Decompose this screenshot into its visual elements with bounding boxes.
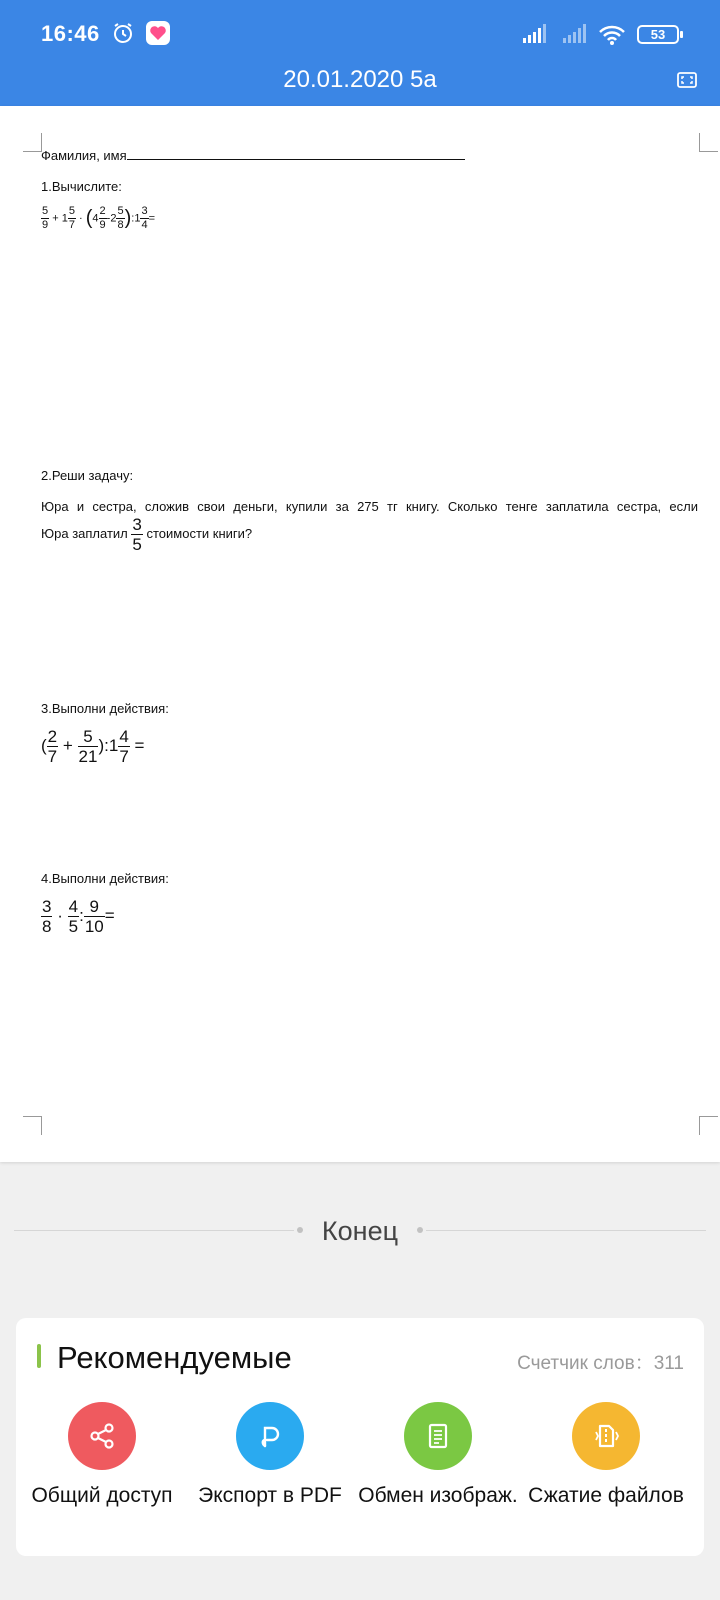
signal-icon <box>522 22 550 44</box>
end-label: Конец <box>321 1216 399 1246</box>
status-bar <box>0 0 720 64</box>
action-label: Экспорт в PDF <box>198 1484 342 1507</box>
divider-dot <box>417 1227 423 1233</box>
action-label: Сжатие файлов <box>528 1484 684 1507</box>
share-icon <box>68 1402 136 1470</box>
app-header <box>0 0 720 106</box>
end-of-document-separator <box>0 1210 720 1250</box>
alarm-icon <box>112 22 134 44</box>
fraction: $\frac{4}{7}$ <box>119 727 129 766</box>
fraction: $\frac{5}{9}$ <box>42 205 49 231</box>
q2-text-line2: Юра заплатил $\frac{3}{5}$ стоимости книги? <box>41 515 253 554</box>
fraction: $\frac{5}{8}$ <box>117 205 124 231</box>
fraction: $\frac{4}{5}$ <box>68 897 79 936</box>
wifi-icon <box>598 24 626 46</box>
q1-heading: 1.Вычислите: <box>41 179 122 194</box>
image-exchange-icon <box>404 1402 472 1470</box>
q3-heading: 3.Выполни действия: <box>41 701 169 716</box>
name-label: Фамилия, имя <box>41 148 127 163</box>
fraction: $\frac{5}{21}$ <box>78 727 98 766</box>
action-label: Общий доступ <box>31 1484 173 1507</box>
compress-files-button[interactable] <box>520 1402 692 1508</box>
fraction: $\frac{5}{7}$ <box>68 205 75 231</box>
q1-expression: $\frac{5}{9}$ + 1 $\frac{5}{7}$ · (4 $\frac{2}{9}$ -2 $\frac{5}{8}$ ):1 $\frac{3}{4}$ = <box>42 205 155 231</box>
fraction: $\frac{3}{5}$ <box>132 515 142 554</box>
recommended-title: Рекомендуемые <box>57 1340 292 1375</box>
page-corner-mark <box>23 1116 42 1135</box>
export-pdf-button[interactable] <box>184 1402 356 1508</box>
action-label: Обмен изображ. <box>358 1484 518 1507</box>
q2-heading: 2.Реши задачу: <box>41 468 134 483</box>
divider <box>426 1230 706 1231</box>
q3-expression: ( $\frac{2}{7}$ + $\frac{5}{21}$ ):1 $\frac{4}{7}$ = <box>41 727 145 766</box>
fraction: $\frac{2}{9}$ <box>99 205 106 231</box>
fullscreen-icon[interactable] <box>677 72 697 88</box>
battery-indicator: 53 <box>637 25 679 44</box>
image-exchange-button[interactable] <box>352 1402 524 1508</box>
share-button[interactable] <box>16 1402 188 1508</box>
status-time: 16:46 <box>41 21 100 46</box>
name-underline <box>127 148 465 160</box>
q4-heading: 4.Выполни действия: <box>41 871 169 886</box>
fraction: $\frac{2}{7}$ <box>47 727 58 766</box>
page-corner-mark <box>699 133 718 152</box>
pdf-export-icon <box>236 1402 304 1470</box>
document-page[interactable] <box>0 106 720 1162</box>
page-corner-mark <box>23 133 42 152</box>
fraction: $\frac{3}{4}$ <box>141 205 148 231</box>
app-notification-icon <box>146 21 170 45</box>
section-accent-bar <box>37 1344 41 1368</box>
fraction: $\frac{3}{8}$ <box>42 897 52 936</box>
page-corner-mark <box>699 1116 718 1135</box>
signal-icon-2 <box>562 22 590 44</box>
recommended-card <box>16 1318 704 1556</box>
fraction: $\frac{9}{10}$ <box>84 897 104 936</box>
q4-expression: $\frac{3}{8}$ · $\frac{4}{5}$ : $\frac{9}{10}$ = <box>42 897 115 936</box>
q2-text-line1: Юра и сестра, сложив свои деньги, купили за 275 тг книгу. Сколько тенге заплатила сестра, если <box>41 499 698 514</box>
word-count: Счетчик слов：311 <box>517 1353 684 1374</box>
compress-file-icon <box>572 1402 640 1470</box>
document-title: 20.01.2020 5а <box>283 66 437 93</box>
name-field-line <box>41 148 465 163</box>
